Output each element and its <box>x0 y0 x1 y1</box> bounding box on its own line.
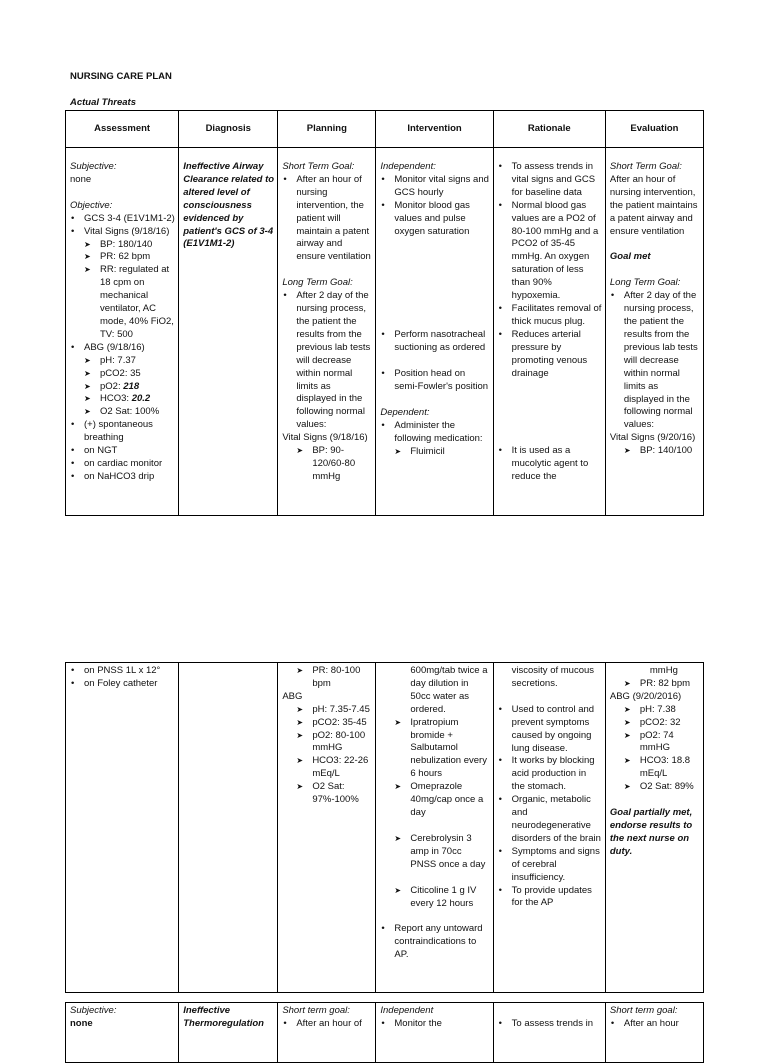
rationale-item: • To assess trends in <box>498 1018 602 1031</box>
evaluation-cell <box>605 663 703 993</box>
plan-ph: ➤ pH: 7.35-7.45 <box>282 704 372 717</box>
diagnosis-cell <box>179 1003 278 1063</box>
planning-cell <box>278 1003 376 1063</box>
po2-value: 218 <box>123 380 140 392</box>
diagnosis-text: Ineffective Airway Clearance related to altered level of consciousness evidenced by patient's GCS of 3-4 (E1V1M1-2) <box>183 161 275 250</box>
medication-item: ➤ Omeprazole 40mg/cap once a day <box>380 781 489 820</box>
planning-cell <box>278 148 376 516</box>
eval-abg: ABG (9/20/2016) <box>609 690 682 702</box>
plan-vital-signs: Vital Signs (9/18/16) <box>282 432 368 444</box>
plan-abg: ABG <box>282 690 303 702</box>
hco3-item <box>70 393 175 406</box>
care-plan-row <box>66 148 704 516</box>
vital-signs-item: • Vital Signs (9/18/16) <box>70 226 175 239</box>
intervention-cell <box>376 1003 493 1063</box>
rationale-item: • Reduces arterial pressure by promoting venous drainage <box>498 329 602 381</box>
po2-item <box>70 381 175 394</box>
independent-label: Independent <box>380 1005 434 1016</box>
header-row <box>66 111 704 148</box>
intervention-cell <box>376 148 493 516</box>
short-term-goal: • After an hour of <box>282 1018 372 1031</box>
plan-hco3: ➤ HCO3: 22-26 mEq/L <box>282 755 372 781</box>
assessment-cell <box>66 663 179 993</box>
long-term-goal-label: Long Term Goal: <box>282 277 353 289</box>
rr-item: ➤ RR: regulated at 18 cpm on mechanical ventilator, AC mode, 40% FiO2, TV: 500 <box>70 264 175 341</box>
plan-pco2: ➤ pCO2: 35-45 <box>282 717 372 730</box>
plan-o2sat: ➤ O2 Sat: 97%-100% <box>282 781 372 807</box>
goal-partially-met: Goal partially met, endorse results to the next nurse on duty. <box>609 807 693 857</box>
pnss-item: • on PNSS 1L x 12° <box>70 665 175 678</box>
intervention-item: • Monitor the <box>380 1018 489 1031</box>
o2sat-item: ➤ O2 Sat: 100% <box>70 406 175 419</box>
document-title: NURSING CARE PLAN <box>70 71 172 82</box>
care-plan-table-page-2 <box>65 662 704 993</box>
header-planning: Planning <box>278 111 376 148</box>
nahco3-item: • on NaHCO3 drip <box>70 471 175 484</box>
plan-po2: ➤ pO2: 80-100 mmHG <box>282 730 372 756</box>
diagnosis-cell <box>179 663 278 993</box>
rationale-cell <box>493 148 605 516</box>
planning-cell <box>278 663 376 993</box>
header-evaluation: Evaluation <box>605 111 703 148</box>
plan-pr: ➤ PR: 80-100 bpm <box>282 665 372 691</box>
hco3-value: 20.2 <box>131 393 151 405</box>
foley-item: • on Foley catheter <box>70 678 175 691</box>
rationale-item: • Organic, metabolic and neurodegenerative disorders of the brain <box>498 794 602 846</box>
hco3-label: HCO3: <box>100 393 132 405</box>
header-intervention: Intervention <box>376 111 493 148</box>
intervention-item: • Report any untoward contraindications to AP. <box>380 923 489 962</box>
rationale-continued: viscosity of mucous secretions. <box>511 665 595 689</box>
rationale-item: • Facilitates removal of thick mucus plug. <box>498 303 602 329</box>
po2-label: pO2: <box>100 380 124 392</box>
eval-hco3: ➤ HCO3: 18.8 mEq/L <box>610 755 700 781</box>
rationale-item: • It works by blocking acid production in the stomach. <box>498 755 602 794</box>
medication-item: ➤ Fluimicil <box>380 446 489 459</box>
pco2-item: ➤ pCO2: 35 <box>70 368 175 381</box>
header-rationale: Rationale <box>493 111 605 148</box>
rationale-item: • Symptoms and signs of cerebral insufficiency. <box>498 846 602 885</box>
medication-item: ➤ Citicoline 1 g IV every 12 hours <box>380 885 489 911</box>
rationale-cell <box>493 663 605 993</box>
dependent-label: Dependent: <box>380 407 430 419</box>
intervention-item: • Administer the following medication: <box>380 420 489 446</box>
assessment-cell <box>66 148 179 516</box>
eval-po2: ➤ pO2: 74 mmHG <box>610 730 700 756</box>
diagnosis-text: Ineffective Thermoregulation <box>183 1005 264 1029</box>
eval-bp: ➤ BP: 140/100 <box>610 445 700 458</box>
section-subtitle: Actual Threats <box>70 97 136 108</box>
eval-o2sat: ➤ O2 Sat: 89% <box>610 781 700 794</box>
care-plan-table-page-1 <box>65 110 704 516</box>
ngt-item: • on NGT <box>70 445 175 458</box>
pr-item: ➤ PR: 62 bpm <box>70 251 175 264</box>
subjective-label: Subjective: <box>70 161 117 172</box>
eval-short-term-label: Short Term Goal: <box>609 161 682 172</box>
ph-item: ➤ pH: 7.37 <box>70 355 175 368</box>
assessment-cell <box>66 1003 179 1063</box>
intervention-item: • Monitor blood gas values and pulse oxygen saturation <box>380 200 489 239</box>
care-plan-row-continued <box>66 663 704 993</box>
intervention-item: • Perform nasotracheal suctioning as ordered <box>380 329 489 355</box>
eval-pr: ➤ PR: 82 bpm <box>610 678 700 691</box>
eval-long-term-label: Long Term Goal: <box>609 277 681 289</box>
intervention-item: • Position head on semi-Fowler's position <box>380 368 489 394</box>
header-assessment: Assessment <box>66 111 179 148</box>
subjective-label: Subjective: <box>70 1005 117 1016</box>
care-plan-table-page-3 <box>65 1002 704 1063</box>
intervention-item: • Monitor vital signs and GCS hourly <box>380 174 489 200</box>
plan-bp: ➤ BP: 90-120/60-80 mmHg <box>282 445 372 484</box>
eval-short-term-text: After an hour of nursing intervention, the patient maintains a patent airway and ensure ventilation <box>609 173 698 237</box>
eval-long-term-text: • After 2 day of the nursing process, the patient the results from the previous lab tests will decrease within normal limits as displayed in the following normal values: <box>610 290 700 432</box>
bp-item: ➤ BP: 180/140 <box>70 239 175 252</box>
eval-short-term-label: Short term goal: <box>609 1005 678 1016</box>
eval-short-term-text: • After an hour <box>610 1018 700 1031</box>
cardiac-monitor-item: • on cardiac monitor <box>70 458 175 471</box>
rationale-item: • To assess trends in vital signs and GCS for baseline data <box>498 161 602 200</box>
eval-bp-continued: mmHg <box>649 665 678 676</box>
spontaneous-item: • (+) spontaneous breathing <box>70 419 175 445</box>
medication-item: ➤ Cerebrolysin 3 amp in 70cc PNSS once a day <box>380 833 489 872</box>
subjective-value: none <box>70 173 92 185</box>
rationale-item: • To provide updates for the AP <box>498 885 602 911</box>
intervention-cell <box>376 663 493 993</box>
abg-item: • ABG (9/18/16) <box>70 342 175 355</box>
rationale-item: • It is used as a mucolytic agent to reduce the <box>498 445 602 484</box>
short-term-goal-label: Short term goal: <box>282 1005 350 1016</box>
eval-pco2: ➤ pCO2: 32 <box>610 717 700 730</box>
objective-label: Objective: <box>70 199 113 211</box>
subjective-value: none <box>70 1017 93 1029</box>
rationale-item: • Used to control and prevent symptoms caused by ongoing lung disease. <box>498 704 602 756</box>
medication-item: ➤ Ipratropium bromide + Salbutamol nebulization every 6 hours <box>380 717 489 782</box>
eval-vital-signs: Vital Signs (9/20/16) <box>609 432 696 444</box>
evaluation-cell <box>605 148 703 516</box>
header-diagnosis: Diagnosis <box>179 111 278 148</box>
medication-continued: 600mg/tab twice a day dilution in 50cc water as ordered. <box>410 665 488 715</box>
care-plan-row <box>66 1003 704 1063</box>
short-term-goal: • After an hour of nursing intervention, the patient will maintain a patent airway and ensure ventilation <box>282 174 372 264</box>
evaluation-cell <box>605 1003 703 1063</box>
rationale-item: • Normal blood gas values are a PO2 of 80-100 mmHg and a PCO2 of 35-45 mmHg. An oxygen saturation of less than 90% hypoxemia. <box>498 200 602 303</box>
eval-ph: ➤ pH: 7.38 <box>610 704 700 717</box>
independent-label: Independent: <box>380 161 436 172</box>
long-term-goal: • After 2 day of the nursing process, the patient the results from the previous lab tests will decrease within normal limits as displayed in the following normal values: <box>282 290 372 432</box>
goal-met: Goal met <box>609 251 651 263</box>
gcs-item: • GCS 3-4 (E1V1M1-2) <box>70 213 175 226</box>
diagnosis-cell <box>179 148 278 516</box>
short-term-goal-label: Short Term Goal: <box>282 161 355 172</box>
rationale-cell <box>493 1003 605 1063</box>
